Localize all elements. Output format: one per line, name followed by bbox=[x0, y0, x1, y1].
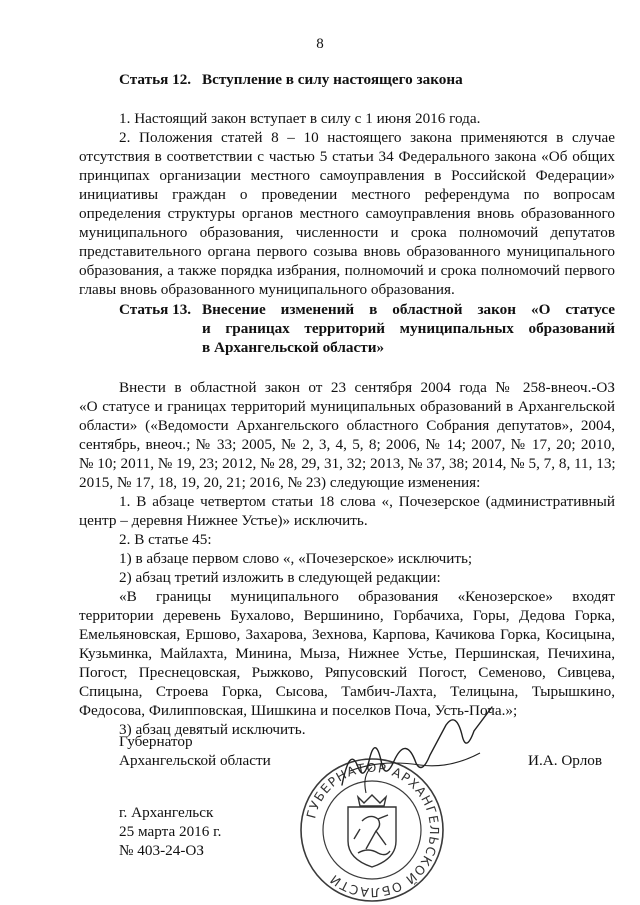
article-13-line: 2. В статье 45: bbox=[119, 531, 212, 548]
article-13-line: 1) в абзаце первом слово «, «Почезерское» исключить; bbox=[119, 550, 473, 567]
article-13-line: центр – деревня Нижнее Устье)» исключить. bbox=[79, 512, 368, 529]
article-12-label: Статья 12. bbox=[119, 71, 192, 88]
article-13-line: Емельяновская, Ершово, Захарова, Зехнова, Карпова, Качикова Горка, Косицына, bbox=[79, 626, 615, 643]
article-13-line: территории деревень Бухалово, Вершинино, Горбачиха, Горы, Дедова Горка, bbox=[79, 607, 615, 624]
article-12-line: муниципального образования, численности и срока полномочий депутатов bbox=[79, 224, 615, 241]
article-13-title-line: в Архангельской области» bbox=[202, 339, 385, 356]
article-13-line: сентябрь, внеоч.; № 33; 2005, № 2, 3, 4, 5, 8; 2006, № 14; 2007, № 17, 20; 2010, bbox=[79, 436, 615, 453]
article-13-line: «В границы муниципального образования «Кенозерское» входят bbox=[119, 588, 615, 605]
svg-text:ГУБЕРНАТОР АРХАНГЕЛЬСКОЙ ОБЛАС: ГУБЕРНАТОР АРХАНГЕЛЬСКОЙ ОБЛАСТИ bbox=[303, 759, 443, 901]
footer-date: 25 марта 2016 г. bbox=[119, 823, 222, 840]
article-12-title: Вступление в силу настоящего закона bbox=[202, 71, 463, 88]
article-12-line: отсутствия в соответствии с частью 5 статьи 34 Федерального закона «Об общих bbox=[79, 148, 615, 165]
article-12-line: инициативы граждан о проведении местного референдума по вопросам bbox=[79, 186, 615, 203]
article-13-line: 3) абзац девятый исключить. bbox=[119, 721, 306, 738]
article-13-title-line: Внесение изменений в областной закон «О статусе bbox=[202, 301, 615, 318]
article-12-line: главы вновь образованного муниципального образования. bbox=[79, 281, 455, 298]
signatory-name: И.А. Орлов bbox=[528, 752, 603, 769]
article-13-line: № 10; 2011, № 19, 23; 2012, № 28, 29, 31, 32; 2013, № 37, 38; 2014, № 5, 7, 8, 11, 13; bbox=[79, 455, 616, 472]
handwritten-signature bbox=[320, 705, 510, 800]
article-12-line: 2. Положения статей 8 – 10 настоящего закона применяются в случае bbox=[119, 129, 615, 146]
signatory-region: Архангельской области bbox=[119, 752, 271, 769]
article-13-line: Спицына, Строева Горка, Сысова, Тамбич-Лахта, Телицына, Тырышкино, bbox=[79, 683, 615, 700]
article-12-line: принципах организации местного самоуправления в Российской Федерации» bbox=[79, 167, 615, 184]
page-number: 8 bbox=[316, 36, 324, 52]
footer-law-number: № 403-24-ОЗ bbox=[119, 842, 204, 859]
article-12-line: определения структуры органов местного самоуправления вновь образованного bbox=[79, 205, 615, 222]
article-13-line: 1. В абзаце четвертом статьи 18 слова «, Почезерское (административный bbox=[119, 493, 615, 510]
article-13-line: Внести в областной закон от 23 сентября 2004 года № 258-внеоч.-ОЗ bbox=[119, 379, 615, 396]
article-13-line: 2015, № 17, 18, 19, 20, 21; 2016, № 23) следующие изменения: bbox=[79, 474, 481, 491]
article-13-line: области» («Ведомости Архангельского областного Собрания депутатов», 2004, bbox=[79, 417, 615, 434]
article-13-line: Федосова, Филипповская, Шишкина и поселков Поча, Усть-Поча.»; bbox=[79, 702, 518, 719]
article-12-line: представительного органа первого созыва вновь образованного муниципального bbox=[79, 243, 615, 260]
article-13-line: Кузьминка, Майлахта, Минина, Мыза, Нижнее Устье, Першинская, Печихина, bbox=[79, 645, 615, 662]
footer-city: г. Архангельск bbox=[119, 804, 214, 821]
article-13-line: «О статусе и границах территорий муниципальных образований в Архангельской bbox=[79, 398, 615, 415]
article-13-label: Статья 13. bbox=[119, 301, 192, 318]
article-13-line: 2) абзац третий изложить в следующей редакции: bbox=[119, 569, 441, 586]
signatory-position: Губернатор bbox=[119, 733, 193, 750]
article-12-line: образования, а также порядка избрания, полномочий и срока полномочий первого bbox=[79, 262, 615, 279]
article-12-line: 1. Настоящий закон вступает в силу с 1 июня 2016 года. bbox=[119, 110, 481, 127]
article-13-line: Погост, Преснецовская, Рыжково, Ряпусовский Погост, Семеново, Сивцева, bbox=[79, 664, 615, 681]
article-13-title-line: и границах территорий муниципальных образований bbox=[202, 320, 615, 337]
